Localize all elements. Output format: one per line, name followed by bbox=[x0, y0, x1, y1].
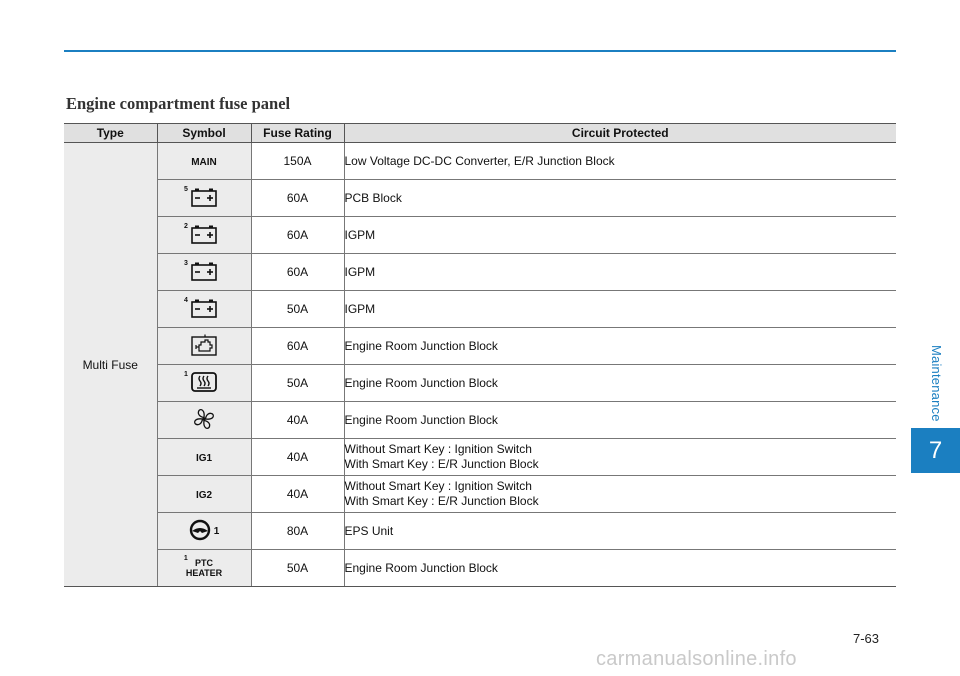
symbol-wrap bbox=[184, 185, 217, 210]
table-header-row bbox=[64, 124, 896, 143]
table-row bbox=[64, 291, 896, 328]
fuse-rating-cell: 40A bbox=[251, 476, 344, 513]
circuit-line: Engine Room Junction Block bbox=[344, 338, 498, 353]
fuse-rating-cell: 60A bbox=[251, 328, 344, 365]
circuit-protected-cell bbox=[344, 143, 896, 180]
fuse-rating-cell: 80A bbox=[251, 513, 344, 550]
table-row bbox=[64, 254, 896, 291]
symbol-superscript: 3 bbox=[184, 259, 188, 267]
battery-icon bbox=[191, 224, 217, 247]
circuit-line: Engine Room Junction Block bbox=[344, 560, 498, 575]
fuse-rating-cell: 40A bbox=[251, 402, 344, 439]
fuse-table-body bbox=[64, 143, 896, 587]
circuit-line: With Smart Key : E/R Junction Block bbox=[344, 457, 539, 471]
table-row bbox=[64, 217, 896, 254]
battery-icon bbox=[191, 261, 217, 284]
symbol-wrap bbox=[184, 296, 217, 321]
circuit-protected-cell bbox=[344, 217, 896, 254]
symbol-cell bbox=[157, 180, 251, 217]
symbol-cell bbox=[157, 513, 251, 550]
chapter-tab: 7 bbox=[911, 428, 960, 473]
battery-icon bbox=[191, 187, 217, 210]
symbol-cell bbox=[157, 143, 251, 180]
fuse-rating-cell: 60A bbox=[251, 180, 344, 217]
table-row bbox=[64, 365, 896, 402]
table-row bbox=[64, 180, 896, 217]
ptc-heater-label bbox=[186, 558, 222, 578]
circuit-protected-cell bbox=[344, 402, 896, 439]
circuit-line: IGPM bbox=[344, 264, 376, 279]
circuit-line: Engine Room Junction Block bbox=[344, 375, 498, 390]
symbol-wrap bbox=[189, 519, 220, 544]
symbol-superscript: 5 bbox=[184, 185, 188, 193]
circuit-line: With Smart Key : E/R Junction Block bbox=[344, 494, 539, 508]
circuit-protected-cell bbox=[344, 439, 896, 476]
symbol-cell bbox=[157, 328, 251, 365]
fan-icon bbox=[192, 407, 216, 434]
symbol-cell bbox=[157, 291, 251, 328]
circuit-line: IGPM bbox=[344, 301, 376, 316]
ptc-heater-line: PTC bbox=[195, 557, 213, 568]
watermark: carmanualsonline.info bbox=[596, 648, 797, 670]
symbol-cell bbox=[157, 402, 251, 439]
symbol-superscript: 2 bbox=[184, 222, 188, 230]
symbol-wrap bbox=[184, 222, 217, 247]
table-row bbox=[64, 550, 896, 587]
ptc-heater-line: HEATER bbox=[185, 567, 223, 578]
fuse-rating-cell: 40A bbox=[251, 439, 344, 476]
circuit-protected-cell bbox=[344, 328, 896, 365]
symbol-wrap bbox=[184, 370, 217, 395]
circuit-line: Without Smart Key : Ignition Switch bbox=[344, 442, 532, 456]
circuit-line: Engine Room Junction Block bbox=[344, 412, 498, 427]
circuit-line: PCB Block bbox=[344, 190, 402, 205]
circuit-protected-cell bbox=[344, 476, 896, 513]
circuit-line: EPS Unit bbox=[344, 523, 394, 538]
fuse-rating-cell: 50A bbox=[251, 365, 344, 402]
symbol-cell bbox=[157, 365, 251, 402]
chapter-label: Maintenance bbox=[929, 344, 944, 422]
table-row bbox=[64, 143, 896, 180]
table-row bbox=[64, 513, 896, 550]
symbol-wrap bbox=[196, 487, 212, 501]
table-row bbox=[64, 328, 896, 365]
symbol-suffix: 1 bbox=[213, 525, 220, 537]
page-number: 7-63 bbox=[853, 631, 880, 646]
engine-icon bbox=[191, 334, 217, 359]
symbol-cell bbox=[157, 217, 251, 254]
fuse-table bbox=[64, 123, 896, 587]
symbol-wrap bbox=[191, 154, 217, 168]
fuse-rating-cell: 50A bbox=[251, 550, 344, 587]
symbol-superscript: 1 bbox=[183, 554, 188, 562]
section-title: Engine compartment fuse panel bbox=[66, 94, 291, 113]
symbol-text: IG1 bbox=[195, 453, 213, 465]
symbol-wrap bbox=[183, 554, 223, 579]
table-row bbox=[64, 402, 896, 439]
circuit-protected-cell bbox=[344, 180, 896, 217]
symbol-wrap bbox=[196, 450, 212, 464]
symbol-cell bbox=[157, 439, 251, 476]
fuse-rating-cell: 60A bbox=[251, 254, 344, 291]
symbol-cell bbox=[157, 476, 251, 513]
circuit-line: IGPM bbox=[344, 227, 376, 242]
circuit-protected-cell bbox=[344, 254, 896, 291]
fuse-rating-cell: 60A bbox=[251, 217, 344, 254]
symbol-superscript: 1 bbox=[184, 370, 188, 378]
circuit-protected-cell bbox=[344, 513, 896, 550]
circuit-line: Low Voltage DC-DC Converter, E/R Junction Block bbox=[344, 153, 615, 168]
symbol-text: IG2 bbox=[195, 490, 213, 502]
rear-defrost-icon bbox=[191, 372, 217, 395]
symbol-cell bbox=[157, 550, 251, 587]
header-symbol: Symbol bbox=[157, 124, 251, 143]
circuit-line: Without Smart Key : Ignition Switch bbox=[344, 479, 532, 493]
fuse-rating-cell: 150A bbox=[251, 143, 344, 180]
symbol-cell bbox=[157, 254, 251, 291]
steering-wheel-icon bbox=[189, 519, 211, 544]
table-row bbox=[64, 476, 896, 513]
table-row bbox=[64, 439, 896, 476]
symbol-superscript: 4 bbox=[184, 296, 188, 304]
battery-icon bbox=[191, 298, 217, 321]
header-type: Type bbox=[64, 124, 157, 143]
top-rule bbox=[64, 50, 896, 52]
circuit-protected-cell bbox=[344, 550, 896, 587]
header-circuit-protected: Circuit Protected bbox=[344, 124, 896, 143]
symbol-text: MAIN bbox=[191, 157, 217, 169]
symbol-wrap bbox=[192, 407, 216, 434]
type-cell: Multi Fuse bbox=[64, 143, 157, 587]
circuit-protected-cell bbox=[344, 365, 896, 402]
circuit-protected-cell bbox=[344, 291, 896, 328]
header-fuse-rating: Fuse Rating bbox=[251, 124, 344, 143]
symbol-wrap bbox=[191, 334, 217, 359]
symbol-wrap bbox=[184, 259, 217, 284]
fuse-rating-cell: 50A bbox=[251, 291, 344, 328]
